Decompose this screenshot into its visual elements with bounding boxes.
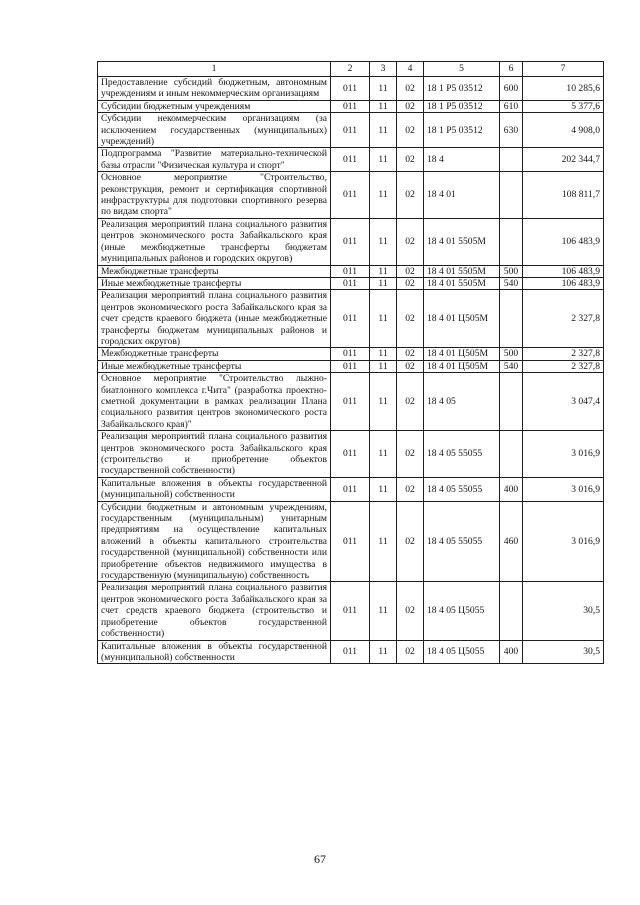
cell-subsection: 02 <box>397 431 424 478</box>
cell-description: Иные межбюджетные трансферты <box>98 360 331 372</box>
cell-expense-type: 540 <box>500 277 523 289</box>
table-row <box>98 640 604 664</box>
cell-section: 11 <box>370 582 397 640</box>
table-row <box>98 582 604 640</box>
table-row <box>98 100 604 112</box>
cell-ministry-code: 011 <box>331 148 370 172</box>
cell-expense-type: 500 <box>500 348 523 360</box>
table-row <box>98 113 604 148</box>
cell-description: Подпрограмма "Развитие материально-технической базы отрасли "Физическая культура и спорт" <box>98 148 331 172</box>
cell-description: Основное мероприятие "Строительство, реконструкция, ремонт и сертификация спортивной инфраструктуры для подготовки спортивного резерва по видам спорта" <box>98 172 331 219</box>
cell-target-article: 18 1 P5 03512 <box>424 100 500 112</box>
cell-expense-type <box>500 582 523 640</box>
header-cell: 7 <box>523 62 604 77</box>
cell-ministry-code: 011 <box>331 277 370 289</box>
cell-subsection: 02 <box>397 582 424 640</box>
cell-ministry-code: 011 <box>331 100 370 112</box>
cell-amount: 2 327,8 <box>523 348 604 360</box>
table-row <box>98 431 604 478</box>
cell-description: Реализация мероприятий плана социального развития центров экономического роста Забайкальского края (иные межбюджетные трансферты бюджетам муниципальных районов и городских округов) <box>98 218 331 265</box>
table-row <box>98 172 604 219</box>
table-row <box>98 290 604 348</box>
cell-target-article: 18 4 05 55055 <box>424 477 500 501</box>
cell-section: 11 <box>370 477 397 501</box>
cell-ministry-code: 011 <box>331 290 370 348</box>
cell-amount: 4 908,0 <box>523 113 604 148</box>
header-cell: 4 <box>397 62 424 77</box>
table-row <box>98 501 604 582</box>
cell-description: Субсидии некоммерческим организациям (за исключением государственных (муниципальных) учреждений) <box>98 113 331 148</box>
cell-section: 11 <box>370 218 397 265</box>
header-cell: 1 <box>98 62 331 77</box>
header-row <box>98 62 604 77</box>
cell-section: 11 <box>370 113 397 148</box>
header-cell: 6 <box>500 62 523 77</box>
cell-amount: 3 016,9 <box>523 431 604 478</box>
cell-ministry-code: 011 <box>331 172 370 219</box>
cell-section: 11 <box>370 348 397 360</box>
cell-expense-type <box>500 218 523 265</box>
cell-expense-type: 630 <box>500 113 523 148</box>
table-row <box>98 148 604 172</box>
cell-ministry-code: 011 <box>331 477 370 501</box>
cell-subsection: 02 <box>397 218 424 265</box>
cell-description: Основное мероприятие "Строительство лыжно-биатлонного комплекса г.Чита" (разработка проектно-сметной документации в рамках реализации Плана социального развития центров экономического роста Забайкальского края)" <box>98 373 331 431</box>
header-cell: 5 <box>424 62 500 77</box>
cell-target-article: 18 4 01 <box>424 172 500 219</box>
cell-section: 11 <box>370 100 397 112</box>
cell-ministry-code: 011 <box>331 218 370 265</box>
cell-amount: 202 344,7 <box>523 148 604 172</box>
cell-description: Межбюджетные трансферты <box>98 265 331 277</box>
cell-amount: 3 047,4 <box>523 373 604 431</box>
cell-amount: 106 483,9 <box>523 277 604 289</box>
cell-ministry-code: 011 <box>331 373 370 431</box>
cell-section: 11 <box>370 290 397 348</box>
cell-target-article: 18 4 05 <box>424 373 500 431</box>
table-row <box>98 277 604 289</box>
header-cell: 2 <box>331 62 370 77</box>
cell-target-article: 18 1 P5 03512 <box>424 77 500 101</box>
cell-subsection: 02 <box>397 501 424 582</box>
cell-expense-type: 600 <box>500 77 523 101</box>
cell-section: 11 <box>370 501 397 582</box>
cell-target-article: 18 1 P5 03512 <box>424 113 500 148</box>
cell-amount: 3 016,9 <box>523 477 604 501</box>
cell-amount: 2 327,8 <box>523 360 604 372</box>
cell-section: 11 <box>370 277 397 289</box>
cell-target-article: 18 4 01 5505M <box>424 277 500 289</box>
cell-expense-type: 540 <box>500 360 523 372</box>
cell-target-article: 18 4 05 55055 <box>424 501 500 582</box>
table-row <box>98 348 604 360</box>
cell-section: 11 <box>370 265 397 277</box>
cell-description: Субсидии бюджетным учреждениям <box>98 100 331 112</box>
cell-target-article: 18 4 05 Ц5055 <box>424 582 500 640</box>
cell-description: Реализация мероприятий плана социального развития центров экономического роста Забайкальского края за счет средств краевого бюджета (иные межбюджетные трансферты бюджетам муниципальных районов и городских округов) <box>98 290 331 348</box>
cell-amount: 10 285,6 <box>523 77 604 101</box>
cell-ministry-code: 011 <box>331 77 370 101</box>
cell-target-article: 18 4 <box>424 148 500 172</box>
cell-ministry-code: 011 <box>331 265 370 277</box>
cell-section: 11 <box>370 148 397 172</box>
cell-ministry-code: 011 <box>331 360 370 372</box>
cell-ministry-code: 011 <box>331 431 370 478</box>
cell-subsection: 02 <box>397 100 424 112</box>
cell-ministry-code: 011 <box>331 113 370 148</box>
table-body <box>98 77 604 664</box>
cell-subsection: 02 <box>397 113 424 148</box>
cell-target-article: 18 4 05 55055 <box>424 431 500 478</box>
cell-expense-type <box>500 373 523 431</box>
cell-amount: 106 483,9 <box>523 265 604 277</box>
cell-expense-type: 400 <box>500 477 523 501</box>
cell-ministry-code: 011 <box>331 640 370 664</box>
cell-description: Капитальные вложения в объекты государственной (муниципальной) собственности <box>98 477 331 501</box>
cell-subsection: 02 <box>397 373 424 431</box>
cell-description: Реализация мероприятий плана социального развития центров экономического роста Забайкальского края за счет средств краевого бюджета (строительство и приобретение объектов государственной собственности) <box>98 582 331 640</box>
cell-target-article: 18 4 01 Ц505M <box>424 290 500 348</box>
table-row <box>98 265 604 277</box>
cell-description: Субсидии бюджетным и автономным учреждениям, государственным (муниципальным) унитарным предприятиям на осуществление капитальных вложений в объекты капитального строительства государственной (муниципальной) собственности или приобретение объектов недвижимого имущества в государственную (муниципальную) собственность <box>98 501 331 582</box>
cell-amount: 30,5 <box>523 640 604 664</box>
cell-subsection: 02 <box>397 640 424 664</box>
cell-amount: 106 483,9 <box>523 218 604 265</box>
cell-description: Капитальные вложения в объекты государственной (муниципальной) собственности <box>98 640 331 664</box>
cell-expense-type: 500 <box>500 265 523 277</box>
table-row <box>98 373 604 431</box>
cell-description: Межбюджетные трансферты <box>98 348 331 360</box>
cell-section: 11 <box>370 77 397 101</box>
table-row <box>98 218 604 265</box>
cell-amount: 30,5 <box>523 582 604 640</box>
cell-description: Иные межбюджетные трансферты <box>98 277 331 289</box>
cell-subsection: 02 <box>397 148 424 172</box>
cell-target-article: 18 4 05 Ц5055 <box>424 640 500 664</box>
cell-amount: 108 811,7 <box>523 172 604 219</box>
cell-target-article: 18 4 01 Ц505M <box>424 360 500 372</box>
header-cell: 3 <box>370 62 397 77</box>
cell-subsection: 02 <box>397 348 424 360</box>
cell-expense-type <box>500 431 523 478</box>
cell-description: Реализация мероприятий плана социального развития центров экономического роста Забайкальского края (строительство и приобретение объектов государственной собственности) <box>98 431 331 478</box>
cell-expense-type <box>500 290 523 348</box>
cell-description: Предоставление субсидий бюджетным, автономным учреждениям и иным некоммерческим организациям <box>98 77 331 101</box>
cell-amount: 5 377,6 <box>523 100 604 112</box>
cell-amount: 3 016,9 <box>523 501 604 582</box>
cell-section: 11 <box>370 360 397 372</box>
cell-ministry-code: 011 <box>331 582 370 640</box>
cell-subsection: 02 <box>397 477 424 501</box>
cell-subsection: 02 <box>397 277 424 289</box>
budget-table <box>97 61 604 664</box>
table-row <box>98 477 604 501</box>
cell-section: 11 <box>370 431 397 478</box>
table-header <box>98 62 604 77</box>
cell-ministry-code: 011 <box>331 501 370 582</box>
cell-section: 11 <box>370 172 397 219</box>
cell-expense-type <box>500 148 523 172</box>
table-row <box>98 360 604 372</box>
cell-expense-type: 460 <box>500 501 523 582</box>
table-row <box>98 77 604 101</box>
cell-amount: 2 327,8 <box>523 290 604 348</box>
cell-subsection: 02 <box>397 360 424 372</box>
cell-section: 11 <box>370 373 397 431</box>
page-number: 67 <box>314 852 326 866</box>
cell-expense-type: 610 <box>500 100 523 112</box>
cell-target-article: 18 4 01 5505M <box>424 265 500 277</box>
cell-target-article: 18 4 01 Ц505M <box>424 348 500 360</box>
cell-subsection: 02 <box>397 172 424 219</box>
cell-subsection: 02 <box>397 265 424 277</box>
cell-subsection: 02 <box>397 77 424 101</box>
cell-expense-type <box>500 172 523 219</box>
cell-section: 11 <box>370 640 397 664</box>
cell-expense-type: 400 <box>500 640 523 664</box>
cell-target-article: 18 4 01 5505M <box>424 218 500 265</box>
cell-ministry-code: 011 <box>331 348 370 360</box>
cell-subsection: 02 <box>397 290 424 348</box>
